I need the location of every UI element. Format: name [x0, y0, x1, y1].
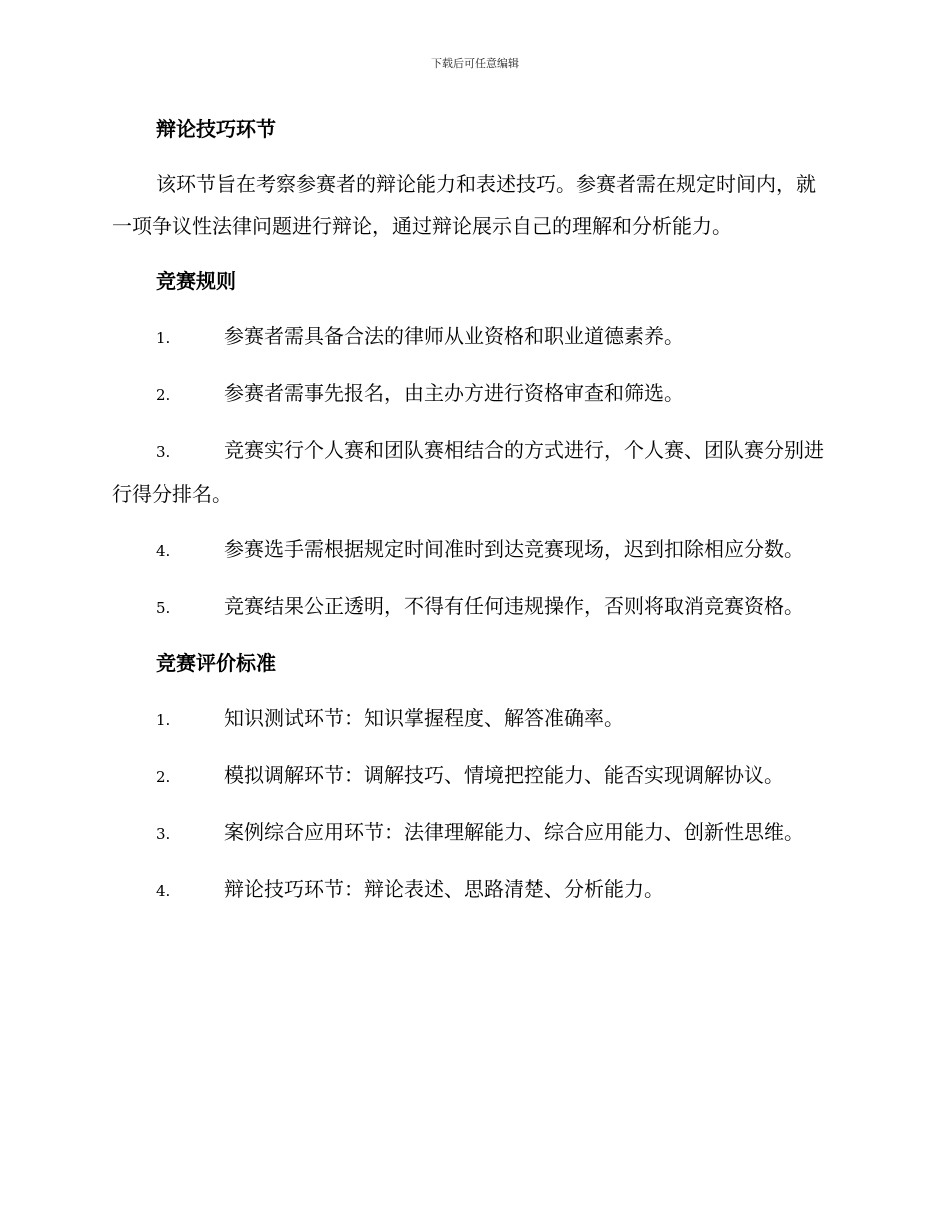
criteria-item	[112, 754, 834, 798]
criteria-text: 知识测试环节：知识掌握程度、解答准确率。	[224, 706, 624, 730]
page-header: 下载后可任意编辑	[431, 57, 519, 70]
rule-item	[112, 372, 834, 416]
criteria-item	[112, 811, 834, 855]
criteria-number: 1.	[156, 711, 171, 729]
criteria-text: 模拟调解环节：调解技巧、情境把控能力、能否实现调解协议。	[224, 763, 784, 787]
criteria-item	[112, 697, 834, 741]
rule-item	[112, 315, 834, 359]
rule-item	[112, 528, 834, 572]
rule-number: 5.	[156, 599, 171, 617]
rule-text: 竞赛结果公正透明，不得有任何违规操作，否则将取消竞赛资格。	[224, 594, 804, 618]
criteria-number: 4.	[156, 882, 171, 900]
rule-item	[112, 429, 834, 515]
criteria-text: 辩论技巧环节：辩论表述、思路清楚、分析能力。	[224, 877, 664, 901]
rule-number: 2.	[156, 386, 171, 404]
rule-text: 竞赛实行个人赛和团队赛相结合的方式进行，个人赛、团队赛分别进行得分排名。	[112, 438, 824, 506]
criteria-item	[112, 868, 834, 912]
rule-number: 4.	[156, 542, 171, 560]
criteria-text: 案例综合应用环节：法律理解能力、综合应用能力、创新性思维。	[224, 820, 804, 844]
section-heading-criteria: 竞赛评价标准	[156, 651, 276, 675]
rule-number: 3.	[156, 443, 171, 461]
debate-description: 该环节旨在考察参赛者的辩论能力和表述技巧。参赛者需在规定时间内，就一项争议性法律问题进行辩论，通过辩论展示自己的理解和分析能力。	[112, 172, 816, 238]
section-heading-rules: 竞赛规则	[156, 269, 236, 293]
rule-item	[112, 585, 834, 629]
criteria-number: 2.	[156, 768, 171, 786]
document-body	[112, 108, 834, 925]
rule-text: 参赛者需事先报名，由主办方进行资格审查和筛选。	[224, 381, 684, 405]
rule-text: 参赛选手需根据规定时间准时到达竞赛现场，迟到扣除相应分数。	[224, 537, 804, 561]
rule-number: 1.	[156, 329, 171, 347]
rule-text: 参赛者需具备合法的律师从业资格和职业道德素养。	[224, 324, 684, 348]
criteria-number: 3.	[156, 825, 171, 843]
section-heading-debate: 辩论技巧环节	[156, 117, 276, 141]
